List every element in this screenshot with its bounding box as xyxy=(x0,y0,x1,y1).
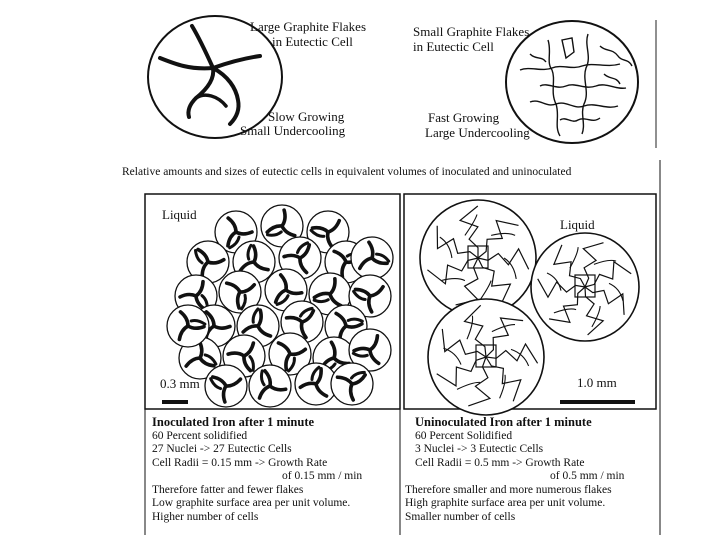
eutectic-cell xyxy=(249,365,291,407)
uninoculated-line: Therefore smaller and more numerous flakes xyxy=(405,483,612,496)
small-flakes-label-1: Small Graphite Flakes xyxy=(413,24,530,39)
uninoculated-line: 60 Percent Solidified xyxy=(415,429,513,442)
slow-growing-label: Slow Growing xyxy=(268,109,345,124)
large-flakes-label-1: Large Graphite Flakes xyxy=(250,19,366,34)
large-flake-cell xyxy=(148,16,282,138)
inoculated-line: Therefore fatter and fewer flakes xyxy=(152,483,304,496)
inoculated-cell-cluster xyxy=(167,205,393,407)
inoculated-title: Inoculated Iron after 1 minute xyxy=(152,415,315,429)
uninoculated-line: 3 Nuclei -> 3 Eutectic Cells xyxy=(415,443,544,455)
figure-caption: Relative amounts and sizes of eutectic cells in equivalent volumes of inoculated and uninoculated xyxy=(122,166,572,178)
eutectic-cell xyxy=(205,365,247,407)
uninoculated-line: of 0.5 mm / min xyxy=(550,470,625,482)
uninoculated-line: High graphite surface area per unit volume. xyxy=(405,497,606,509)
small-undercooling-label: Small Undercooling xyxy=(240,123,346,138)
inoculated-line: 60 Percent solidified xyxy=(152,429,248,442)
scale-label-right: 1.0 mm xyxy=(577,375,617,390)
eutectic-cell xyxy=(351,237,393,279)
uninoculated-line: Smaller number of cells xyxy=(405,510,516,523)
eutectic-cell xyxy=(167,305,209,347)
inoculated-line: Low graphite surface area per unit volume. xyxy=(152,497,351,509)
fast-growing-label: Fast Growing xyxy=(428,110,500,125)
eutectic-cell-large xyxy=(531,233,639,341)
uninoculated-line: Cell Radii = 0.5 mm -> Growth Rate xyxy=(415,456,585,469)
inoculated-line: of 0.15 mm / min xyxy=(282,470,363,482)
inoculated-summary xyxy=(152,416,362,524)
small-flakes-label-2: in Eutectic Cell xyxy=(413,39,494,54)
uninoculated-title: Uninoculated Iron after 1 minute xyxy=(415,415,592,429)
liquid-label-right: Liquid xyxy=(560,217,595,232)
liquid-label-left: Liquid xyxy=(162,207,197,222)
eutectic-cell-large xyxy=(420,200,536,316)
large-undercooling-label: Large Undercooling xyxy=(425,125,530,140)
eutectic-cell xyxy=(331,363,373,405)
inoculated-line: 27 Nuclei -> 27 Eutectic Cells xyxy=(152,443,292,455)
eutectic-cell-large xyxy=(428,299,544,415)
uninoculated-summary xyxy=(405,416,624,524)
inoculated-line: Cell Radii = 0.15 mm -> Growth Rate xyxy=(152,456,328,469)
large-flakes-label-2: in Eutectic Cell xyxy=(272,34,353,49)
inoculated-line: Higher number of cells xyxy=(152,510,259,523)
scale-label-left: 0.3 mm xyxy=(160,376,200,391)
